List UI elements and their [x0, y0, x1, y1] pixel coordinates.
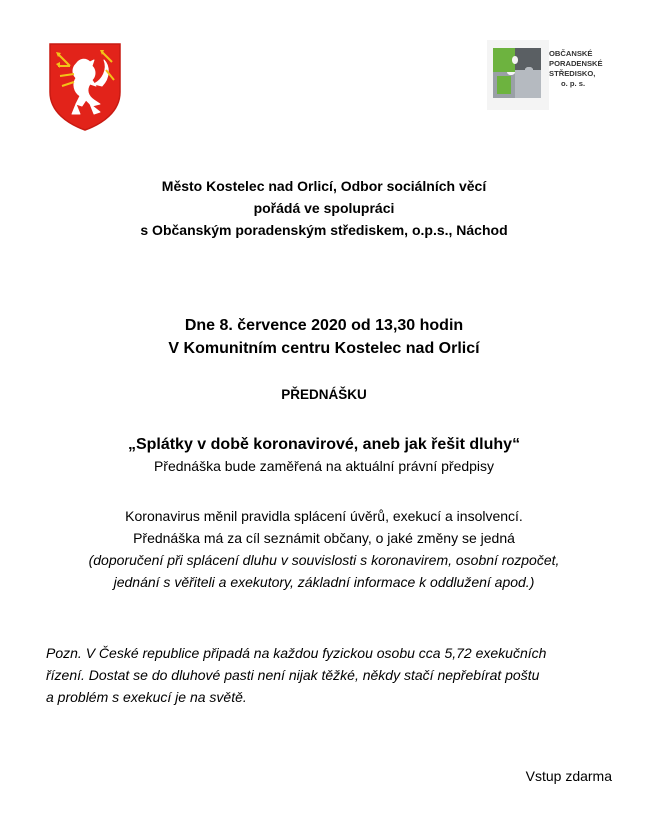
note-line-1: Pozn. V České republice připadá na každou fyzickou osobu cca 5,72 exekučních — [46, 645, 547, 661]
city-crest-icon — [46, 40, 124, 132]
note-line-3: a problém s exekucí je na světě. — [46, 689, 247, 705]
logo-line-4: o. p. s. — [561, 79, 586, 88]
event-info — [0, 314, 648, 360]
event-place: V Komunitním centru Kostelec nad Orlicí — [168, 340, 480, 357]
note-line-2: řízení. Dostat se do dluhové pasti není nijak těžké, někdy stačí nepřebírat poštu — [46, 667, 540, 683]
header-line-1: Město Kostelec nad Orlicí, Odbor sociálních věcí — [161, 178, 487, 194]
event-date: Dne 8. července 2020 od 13,30 hodin — [184, 317, 464, 334]
body-line-2: Přednáška má za cíl seznámit občany, o jaké změny se jedná — [133, 530, 515, 546]
lecture-block — [0, 434, 648, 476]
body-line-1: Koronavirus měnil pravidla splácení úvěrů, exekucí a insolvencí. — [125, 508, 523, 524]
lecture-subtitle: Přednáška bude zaměřená na aktuální právní předpisy — [153, 458, 495, 474]
logo-line-2: PORADENSKÉ — [549, 59, 603, 68]
header-line-3: s Občanským poradenským střediskem, o.p.s., Náchod — [140, 222, 508, 238]
organizer-header — [0, 175, 648, 241]
lecture-title: „Splátky v době koronavirové, aneb jak řešit dluhy“ — [127, 436, 521, 453]
logo-text — [549, 49, 613, 89]
note-paragraph — [46, 642, 616, 708]
body-line-4: jednání s věřiteli a exekutory, základní informace k oddlužení apod.) — [113, 574, 535, 590]
lecture-label: PŘEDNÁŠKU — [281, 387, 367, 402]
body-line-3: (doporučení při splácení dluhu v souvislosti s koronavirem, osobní rozpočet, — [88, 552, 560, 568]
puzzle-logo-icon — [487, 40, 549, 110]
header-line-2: pořádá ve spolupráci — [253, 200, 395, 216]
logo-line-3: STŘEDISKO, — [549, 69, 596, 78]
lecture-description — [0, 505, 648, 593]
ops-logo — [487, 40, 613, 110]
logo-line-1: OBČANSKÉ — [549, 49, 593, 58]
admission-free: Vstup zdarma — [525, 768, 612, 784]
